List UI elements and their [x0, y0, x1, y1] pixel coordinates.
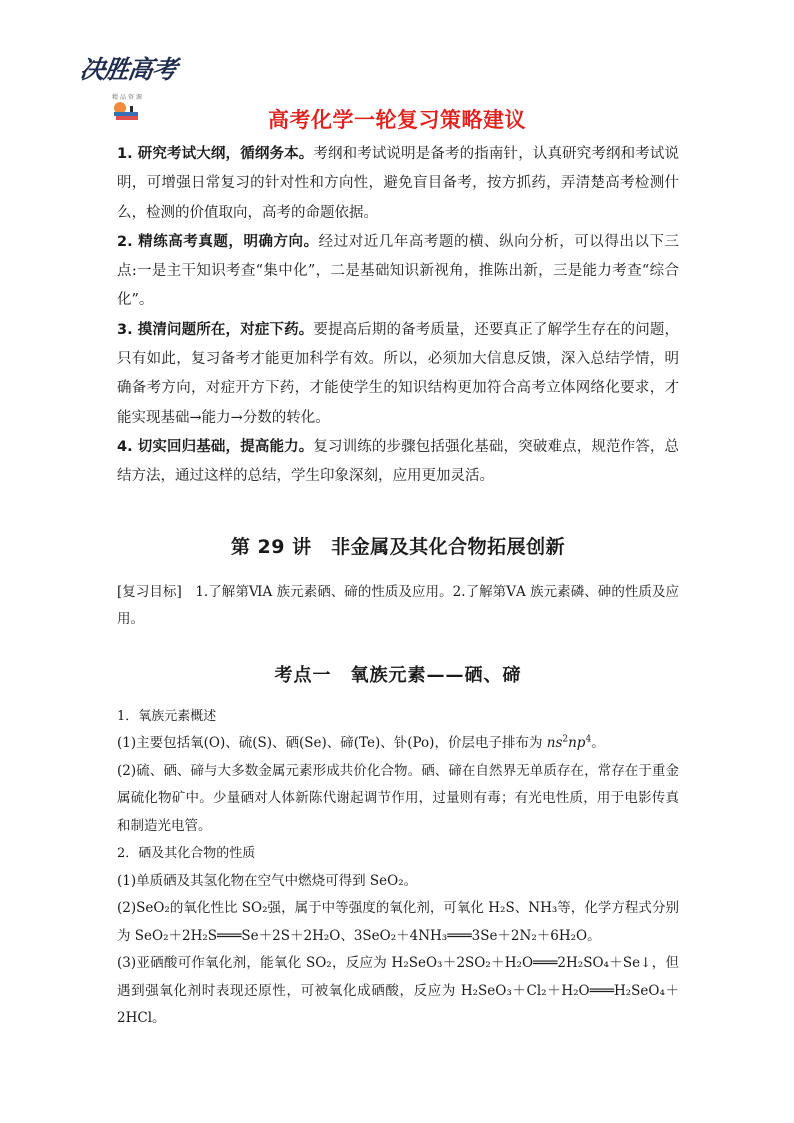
strategy-item	[117, 316, 679, 433]
section-body	[117, 703, 679, 1033]
paragraph-text: (1)主要包括氧(O)、硫(S)、硒(Se)、碲(Te)、钋(Po)，价层电子排布为	[117, 735, 547, 752]
formula-ns: ns	[546, 735, 563, 752]
paragraph: (2)SeO₂的氧化性比 SO₂强，属于中等强度的氧化剂，可氧化 H₂S、NH₃等，化学方程式分别为 SeO₂＋2H₂S═══Se＋2S＋2H₂O、3SeO₂＋4NH₃═══3Se＋2N₂＋6H₂O。	[117, 900, 679, 944]
superscript: 4	[585, 734, 592, 745]
logo-text: 决胜高考	[78, 55, 179, 84]
formula-np: np	[568, 735, 586, 752]
paragraph: (1)单质硒及其氢化物在空气中燃烧可得到 SeO₂。	[117, 872, 418, 889]
paragraph	[117, 730, 679, 758]
strategy-item-heading: 4. 切实回归基础，提高能力。	[117, 438, 314, 455]
strategy-item	[117, 433, 679, 492]
subsection-heading: 2．硒及其化合物的性质	[117, 846, 256, 862]
strategy-item-text: 要提高后期的备考质量，还要真正了解学生存在的问题，只有如此，复习备考才能更加科学有效。所以，必须加大信息反馈，深入总结学情，明确备考方向，对症开方下药，才能使学生的知识结构更加符合高考立体网络化要求，才能实现基础→能力→分数的转化。	[117, 321, 679, 426]
paragraph: (2)硫、硒、碲与大多数金属元素形成共价化合物。硒、碲在自然界无单质存在，常存在于重金属硫化物矿中。少量硒对人体新陈代谢起调节作用，过量则有毒；有光电性质，用于电影传真和制造光电管。	[117, 762, 679, 834]
section-title: 考点一 氧族元素——硒、碲	[274, 664, 522, 686]
review-goals	[117, 579, 679, 633]
strategy-item-text: 考纲和考试说明是备考的指南针，认真研究考纲和考试说明，可增强日常复习的针对性和方向性，避免盲目备考，按方抓药，弄清楚高考检测什么，检测的价值取向，高考的命题依据。	[117, 146, 679, 221]
paragraph-text: 。	[591, 735, 605, 752]
strategy-list	[117, 140, 679, 492]
strategy-item-text: 经过对近几年高考题的横、纵向分析，可以得出以下三点:一是主干知识考查“集中化”，二是基础知识新视角，推陈出新，三是能力考查“综合化”。	[117, 233, 679, 309]
strategy-item-heading: 2. 精练高考真题，明确方向。	[117, 233, 319, 250]
paragraph: (3)亚硒酸可作氧化剂，能氧化 SO₂，反应为 H₂SeO₃＋2SO₂＋H₂O═══2H₂SO₄＋Se↓，但遇到强氧化剂时表现还原性，可被氧化成硒酸，反应为 H₂SeO₃＋Cl₂＋H₂O═══H₂SeO₄＋2HCl。	[117, 955, 679, 1027]
document-body	[117, 140, 679, 1033]
subsection-heading: 1．氧族元素概述	[117, 708, 217, 724]
strategy-item-heading: 1. 研究考试大纲，循纲务本。	[117, 146, 314, 162]
strategy-item-text: 复习训练的步骤包括强化基础，突破难点，规范作答，总结方法，通过这样的总结，学生印象深刻，应用更加灵活。	[117, 438, 679, 485]
logo-subtext: 精品资源	[112, 94, 145, 101]
superscript: 2	[562, 734, 569, 745]
banner-title: 高考化学一轮复习策略建议	[268, 108, 526, 132]
lecture-title: 第 29 讲 非金属及其化合物拓展创新	[230, 535, 566, 558]
strategy-item	[117, 228, 679, 316]
strategy-item	[117, 140, 679, 228]
strategy-item-heading: 3. 摸清问题所在，对症下药。	[117, 321, 314, 338]
review-goals-text: [复习目标] 1.了解第ⅥA 族元素硒、碲的性质及应用。2.了解第ⅤA 族元素磷、砷的性质及应用。	[117, 583, 679, 627]
